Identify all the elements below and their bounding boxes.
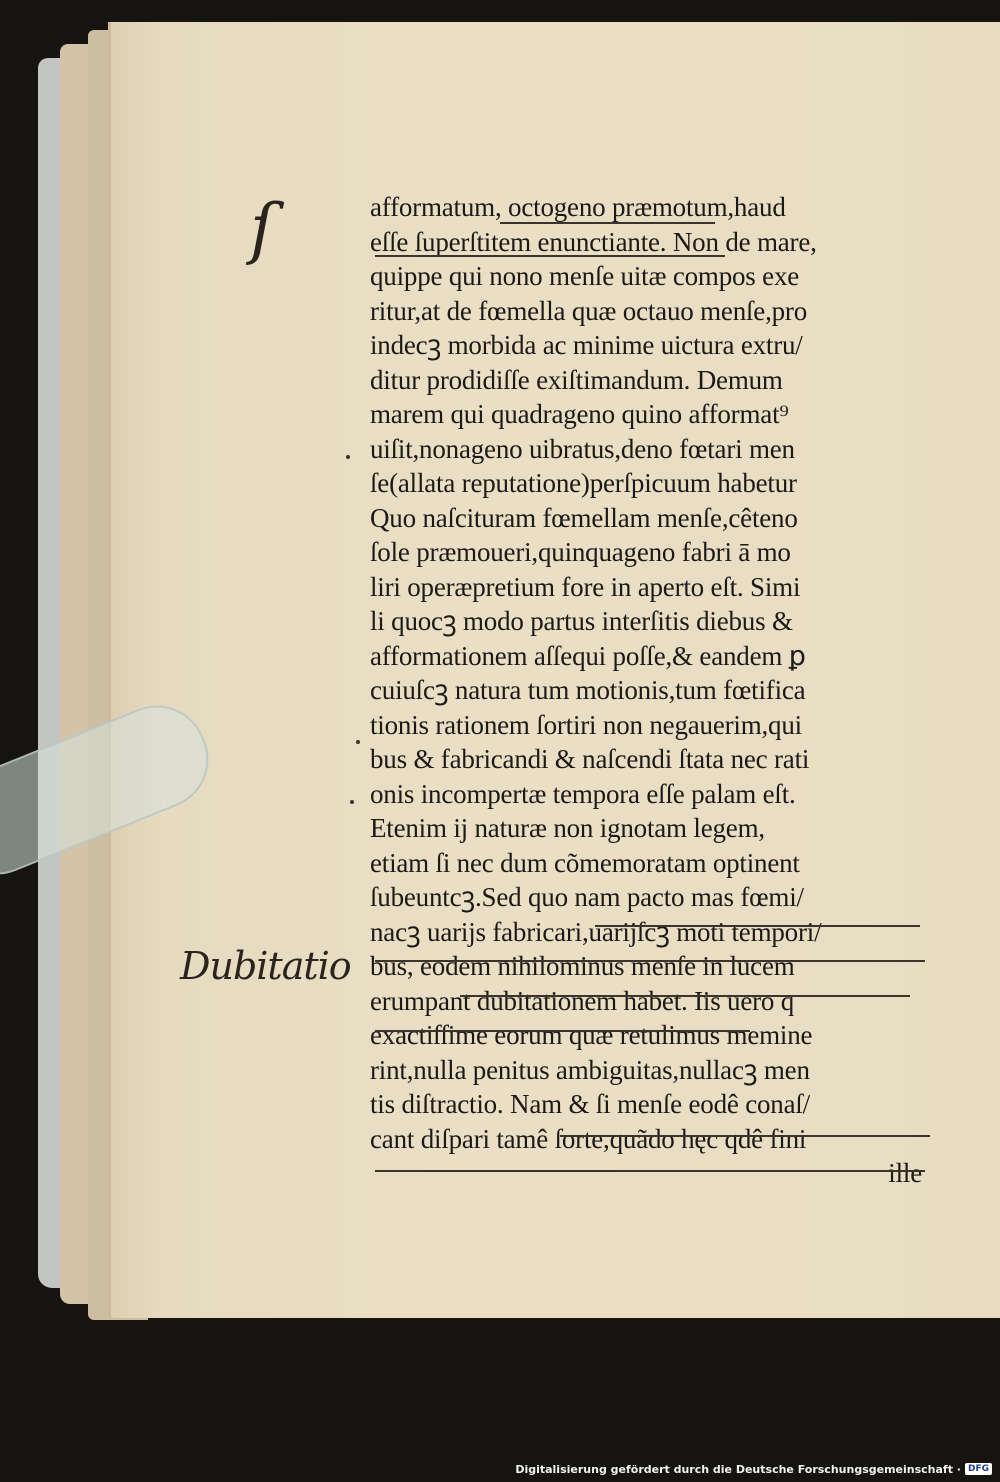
text-line: nacꝫ uarijs fabricari,uarijſcꝫ moti tempori/ [370, 916, 822, 947]
underline [595, 925, 920, 927]
text-line: uiſit,nonageno uibratus,deno fœtari men [370, 433, 795, 464]
margin-dot [350, 800, 354, 804]
dfg-logo: DFG [965, 1463, 992, 1475]
text-line: exactiſſime eorum quæ retulimus memine [370, 1020, 813, 1050]
margin-dot [346, 455, 350, 459]
underline [560, 1135, 930, 1137]
footer-text: Digitalisierung gefördert durch die Deutsche Forschungsgemeinschaft · [515, 1462, 961, 1476]
underline [375, 1170, 925, 1172]
text-line: eſſe ſuperſtitem enunctiante. Non de mare, [370, 226, 817, 257]
text-line: ſubeuntcꝫ.Sed quo nam pacto mas fœmi/ [370, 882, 804, 912]
text-block [370, 190, 930, 1191]
text-line: ſole præmoueri,quinquageno fabri ā mo [370, 537, 791, 567]
text-line: marem qui quadrageno quino afformat⁹ [370, 399, 789, 429]
margin-dot [356, 740, 360, 744]
underline [375, 1030, 750, 1032]
text-line: indecꝫ morbida ac minime uictura extru/ [370, 330, 803, 360]
text-line: Quo naſcituram fœmellam menſe,cêteno [370, 502, 798, 533]
text-line: tis diſtractio. Nam & ſi menſe eodê conaſ/ [370, 1089, 810, 1119]
text-line: afformatum, octogeno præmotum,haud [370, 192, 786, 222]
text-line: tionis rationem ſortiri non negauerim,qui [370, 709, 802, 740]
text-line: onis incompertæ tempora eſſe palam eſt. [370, 778, 796, 809]
underline [375, 255, 725, 257]
text-line: cant diſpari tamê ſorte,quãdo hęc qdê fini [370, 1123, 807, 1154]
text-line: quippe qui nono menſe uitæ compos exe [370, 261, 800, 291]
text-line: rint,nulla penitus ambiguitas,nullacꝫ men [370, 1054, 810, 1085]
text-line: afformationem aſſequi poſſe,& eandem ꝑ [370, 640, 806, 671]
underline [375, 960, 925, 962]
text-line: ſe(allata reputatione)perſpicuum habetur [370, 468, 797, 498]
text-line: liri operæpretium fore in aperto eſt. Simi [370, 571, 801, 602]
text-line: erumpant dubitationem habet. Iis uero q [370, 985, 795, 1016]
catchword: ille [888, 1158, 922, 1188]
margin-mark: ſ [250, 190, 275, 267]
text-line: Etenim ij naturæ non ignotam legem, [370, 813, 765, 843]
underline [500, 222, 715, 224]
text-line: li quocꝫ modo partus interſitis diebus & [370, 606, 793, 636]
margin-note: Dubitatio [180, 944, 351, 988]
text-line: bus, eodem nihilominus menſe in lucem [370, 951, 795, 981]
text-line: cuiuſcꝫ natura tum motionis,tum fœtifica [370, 675, 806, 705]
underline [460, 995, 910, 997]
text-line: etiam ſi nec dum cõmemoratam optinent [370, 847, 800, 878]
text-line: bus & fabricandi & naſcendi ſtata nec rati [370, 744, 810, 774]
text-line: ritur,at de fœmella quæ octauo menſe,pro [370, 295, 808, 326]
footer [515, 1458, 992, 1480]
text-line: ditur prodidiſſe exiſtimandum. Demum [370, 364, 783, 395]
